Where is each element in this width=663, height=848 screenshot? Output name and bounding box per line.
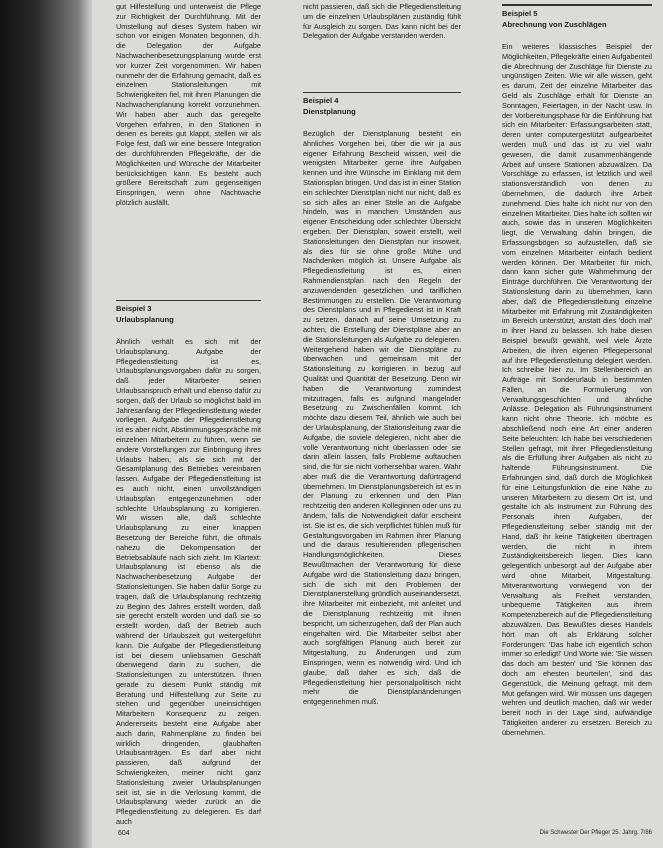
example-3-title: Beispiel 3 — [116, 304, 152, 313]
example-4-body: Bezüglich der Dienstplanung besteht ein ähnliches Vorgehen bei, über die wir ja aus eigener Erfahrung Bescheid wissen, weil die wenigsten Mitarbeiter gerne ihre Aufgaben kennen und ihre Wünsche im Einklang mit dem Stationsplan bringen. Und das ist in einer Station ein schlechter Dienstplan nicht nur nicht, daß es so sich alles an einer Stelle an die Aufgabe hindeln, was in manchen Umständen aus eigener Entscheidung oder schlechter Übersicht ergeben. Der Dienstplan, soweit erstellt, weil Stationsleitungen den Dienstplan nur insoweit, als dies für sie ohne große Mühe und Nachdenken möglich ist. Unsere Aufgabe als Pflegedienstleitung ist es, einen Rahmendienstplan nach den Regeln der anzuwendenden gesetzlichen und tariflichen Bestimmungen zu erstellen. Die Verantwortung des Dienstplans und in Pflegedienst ist in Kraft zu setzen, danach auf seine Umsetzung zu achten, die Erstellung der Dienstpläne aber an die Stationsleitungen als Aufgabe zu delegieren. Weitergehend haben wir die Dienstpläne zu überwachen und gemeinsam mit der Stationsleitung zu korrigieren in bezug auf Qualität und Quantität der Besetzung. Denn wir haben die Verantwortung zumindest mitzutragen, falls es aufgrund mangelnder Besetzung zu Zwischenfällen kommt. Ich möchte dazu diesem Teil, ähnlich wie auch bei der Urlaubsplanung, der Stationsleitung zwar die Aufgabe, die soviele delegieren, nicht aber die volle Verantwortung nicht überlassen oder sie darin allein lassen, falls Probleme auftauchen sind, die für sie nicht vorhersehbar waren. Wahr aber muß die die Verantwortung dafürtragend übernehmen. Im Dienstplanungsbereich ist es in der Planung zu erkennen und den Plan rechtzeitig den anderen Kolleginnen oder uns zu ändern, falls die Notwendigkeit dafür erscheint ist. Sie ist es, die sich verpflichtet fühlen muß für Gestaltungsvorgaben im Rahmen ihrer Planung und die daraus resultierenden pflegerischen Handlungsmöglichkeiten. Dieses Bewußtmachen der Verantwortung für diese Aufgabe wird die Stationsleitung dazu bringen, sich die sich mit den Problemen der Dienstplanerstellung gründlich auseinandersetzt, ihre Mitarbeiter mit einbezieht, mit anleitet und die Dienstplanung rechtzeitig mit ihnen bespricht, um sicherzugehen, daß der Plan auch eingehalten wird. Die Mitarbeiter selbst aber auch sorgfältigen Planung auch bereit zur Mitgestaltung, zu Änderungen und zum Einspringen, wenn es notwendig wird. Und ich glaube, daß daher es sich, daß die Pflegedienstleitung hier personalpolitisch nicht mehr die Dienstplanänderungen entgegennehmen muß. — [303, 129, 461, 707]
book-gutter-shadow — [0, 0, 92, 848]
example-5-body: Ein weiteres klassisches Beispiel der Möglichkeiten, Pflegekräfte einen Aufgabenteil die Abrechnung der Zuschläge für Dienste zu ungünstigen Zeiten. Wie wir alle wissen, geht es darum, Zeit der einzelne Mitarbeiter das Geld als Zuschläge erhält für Dienste an Sonntagen, Feiertagen, in der Nacht usw. In der Vorbereitungsphase für die Einführung hat sich ein Mitarbeiter: Erfassungsarbeiten statt, deren unter computergestützt aufgearbeitet werden muß und das ist zu viel wahr gewesen, die damit zusammenhängende Arbeit auf unsere Stationen abzuwälzen. Da Vorschläge zu erfassen, ist letztlich und weil stationsverständlich von denen zu übernehmen, die dadurch ihre Arbeit zunehmend. Dies halte ich nicht nur von den einzelnen Mitarbeiter. Dies halte ich sollten wir auch, sowie das in unseren Möglichkeiten liegt, die Verwaltung dahin bringen, die Erfassungsbögen so aufzustellen, daß sie vom einzelnen Mitarbeiter einfach bedient werden können. Der Mitarbeiter für mich, dann kann sicher gute Wahrnehmung der Einträge durchführen. Die Verantwortung der Stationsleitung darin zu übernehmen, kann aber, daß die Pflegedienstleitung einzelne Mitarbeiter mit Erfahrung mit Zuständigkeiten im Bereich unterstützt, anstatt dies 'doch mal' in ihrer Hand zu belassen. Ich habe diesen Beispiel bewußt gewählt, weil viele Ärzte Arbeiten, die ihren eigenen Pflegepersonal auf ihre Pflegedienstleitung delegiert werden. Ich schreibe hier zu. Im Stellenbereich an Aufträge mit Sonderurlaub in bestimmten Fällen, an die Formulierung von Verwaltungsgeschichten und ähnliche Anlässe. Delegation als Führungsinstrument kann nicht ohne Theorie. Ich möchte es abschließend noch eine Art einer anderen Seite beleuchten: Ich habe bei verschiedenen Stellen gefragt, mit ihrer Pflegedienstleitung als die Erfüllung ihrer Aufgaben als nicht zu haltende Führungsinstrument. Die Erfahrungen sind, daß durch die Möglichkeit für eine Leitungsfunktion die eine Nähe zu unseren Mitarbeitern zu diesem Ort ist, und gestalte ich als Instrument zur Führung des Personals ihren Aufgaben, der Pflegedienstleitung selber ständig mit der Hand, daß ihr keine Tätigkeiten übertragen werden, die nicht in ihrem Zuständigkeitsbereich liegen. Dies kann gelegentlich unbesorgt auf der Aufgabe aber wird ohne Mitarbeit, Mitgestaltung. Mitverantwortung vorwiegend von der Verwaltung als Freiheit verstanden, unbequeme Tätigkeiten aus ihrem Kompetenzbereich auf die Pflegedienstleitung abzuwälzen. Das Bewußtes dieses Handels hört man oft als Erklärung solcher Forderungen: 'Das habe ich eigentlich schon immer so erledigt!' Und Worte wie: 'Sie wissen das doch am besten' und 'Sie können das doch am ehesten beurteilen', sind das Gegenstück, die Meinung gefragt, mit dem Mut gefangen wird. Wir müssen uns dagegen wehren und deutlich machen, daß wir weder bereit noch in der Lage sind, aufwändige Tätigkeiten anderer zu ersetzen. Bereich zu übernehmen. — [502, 42, 652, 737]
example-4-title: Beispiel 4 — [303, 96, 339, 105]
document-page — [92, 0, 663, 848]
example-5-subtitle: Abrechnung von Zuschlägen — [502, 20, 607, 29]
column-2-top — [303, 2, 461, 42]
column-1-top — [116, 2, 261, 209]
column-1-section — [116, 300, 261, 828]
example-3-subtitle: Urlaubsplanung — [116, 315, 174, 324]
column-2-top-paragraph: nicht passieren, daß sich die Pflegedienstleitung um die einzelnen Urlaubsplänen zuständig fühlt für Ausgleich zu sorgen. Das kann nicht bei der Delegation der Aufgabe verstanden werden. — [303, 2, 461, 41]
example-4-subtitle: Dienstplanung — [303, 107, 356, 116]
example-5-heading — [502, 4, 652, 30]
example-3-body: Ähnlich verhält es sich mit der Urlaubsplanung. Aufgabe der Pflegedienstleitung ist es, Urlaubsplanungsvorgaben dafür zu sorgen, daß jeder Mitarbeiter seinen Urlaubsanspruch erhält und ebenso dafür zu sorgen, daß der Urlaub so möglichst bald im Jahresanfang der Pflegedienstleitung wieder vorliegen. Aufgabe der Pflegedienstleitung ist es aber nicht, Abstimmungsgespräche mit einzelnen Mitarbeitern zu führen, wenn sie andere Vorstellungen zur Einbringung ihres Urlaubs haben, als sie sich mit der Gesamtplanung des Betriebes vereinbaren lassen. Aufgabe der Pflegedienstleitung ist es auch nicht, einen unvollständigen Urlaubsplan entgegenzunehmen oder schlechte Urlaubsplanung zu korrigieren. Wir wissen alle, daß schlechte Urlaubsplanung zu einer knappen Besetzung der Bereiche führt, die oftmals nahezu die Dekompensation der Betriebsabläufe nach sich zieht. Im Klartext: Urlaubsplanung ist ebenso als die Nachwachenbesetzung Aufgabe der Stationsleitungen. Sie haben dafür Sorge zu tragen, daß die Urlaubsplanung rechtzeitig zu Beginn des Jahres erstellt worden, daß sie gerecht erstellt worden und daß sie so erstellt worden, daß der Betrieb auch während der Urlaubszeit gut weitergeführt kann. Die Aufgabe der Pflegedienstleitung ist bei diesem unliebsamen Geschäft überwiegend darin zu suchen, die Stationsleitungen zu unterstützen. Ihnen gerade zu diesem Punkt ständig mit Beratung und Hilfestellung zur Seite zu stehen und gegenüber uneinsichtigen Mitarbeitern Konsequenz zu zeigen. Andererseits besteht eine Aufgabe aber auch darin, Rahmenpläne zu finden bei wirklich dringenden, glaubhaften Urlaubsanträgen. Es darf aber nicht passieren, daß aufgrund der Schwierigkeiten, meiner nicht ganz Stationsleitung zweier Urlaubsplanungen seit ist, sie in die Verlosung kommt, die Urlaubsplanung wieder zurück an die Pflegedienstleitung zu delegieren. Es darf auch — [116, 337, 261, 827]
column-2-section — [303, 92, 461, 708]
page-number: 604 — [118, 830, 130, 837]
example-3-heading — [116, 300, 261, 325]
column-1-top-paragraph: gut Hilfestellung und unterweist die Pflege zur Richtigkeit der Durchführung. Mit der Umstellung auf dieses System haben wir schon vor einigen Monaten begonnen, d.h. die Delegation der Aufgabe Nachwachenbesetzungsplanung wurde erst vor kurzer Zeit vorgenommen. Wir haben nunmehr der die Erfahrung gemacht, daß es einzelnen Stationsleitungen mit Schwierigkeiten fiel, mit ihren Planungen die Nachwachenplanung korrekt vorzunehmen. Wir haben aber auch das geregelte Vorgehen erfahren, in den Stationen in denen es bereits gut klappt, stellen wir als Folge fest, daß wir eine bessere Integration der durchführenden Pflegekräfte, der die Möglichkeiten und Wünsche der Mitarbeiter berücksichtigen kann. Es besteht auch größere Bereitschaft zum gegenseitigen Einspringen, wenn ohne Nachtwache plötzlich ausfällt. — [116, 2, 261, 207]
example-5-title: Beispiel 5 — [502, 9, 538, 18]
journal-footer: Die Schwester Der Pfleger 25. Jahrg. 7/86 — [539, 830, 652, 836]
example-4-heading — [303, 92, 461, 117]
column-3-section — [502, 4, 652, 739]
